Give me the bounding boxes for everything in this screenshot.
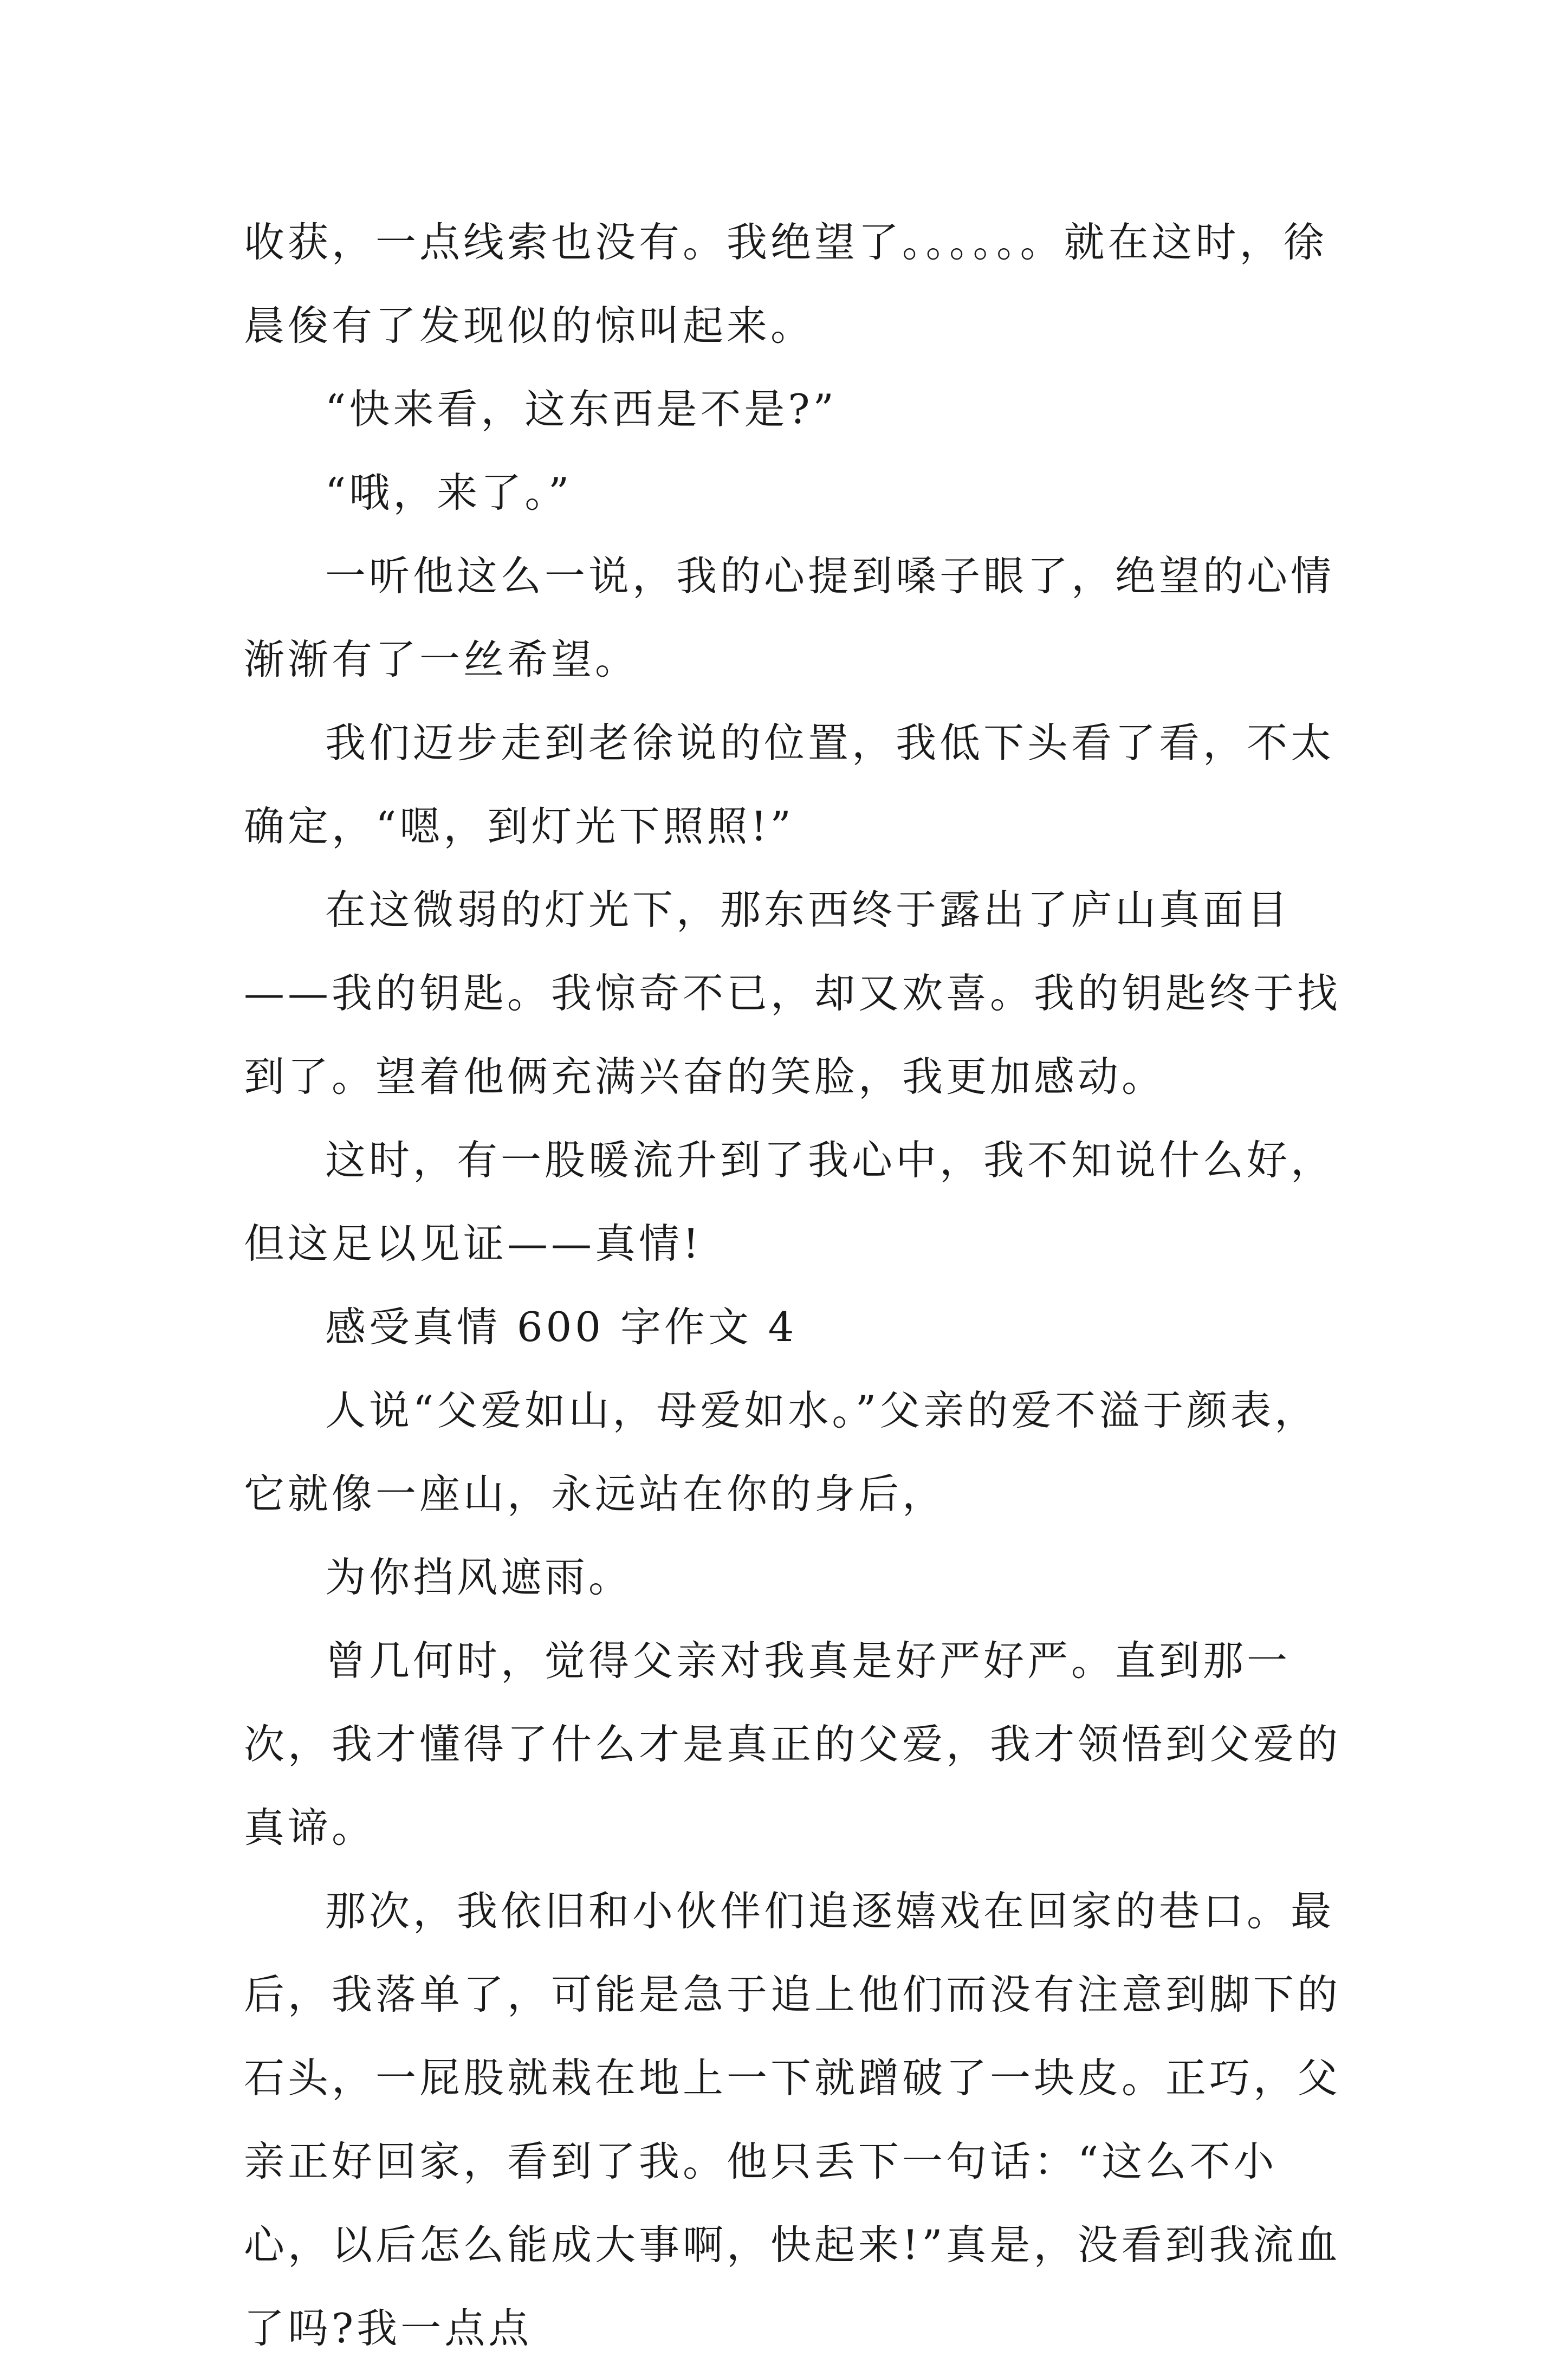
paragraph-10: 曾几何时，觉得父亲对我真是好严好严。直到那一次，我才懂得了什么才是真正的父爱，我才领悟到父爱的真谛。 [244, 1637, 1342, 1851]
section-heading: 感受真情 600 字作文 4 [325, 1303, 798, 1351]
paragraph-3: “哦，来了。” [325, 469, 573, 516]
paragraph-1: 收获，一点线索也没有。我绝望了。。。。。。就在这时，徐晨俊有了发现似的惊叫起来。 [244, 218, 1327, 349]
essay-text [244, 200, 1349, 2370]
paragraph-8: 人说“父爱如山，母爱如水。”父亲的爱不溢于颜表，它就像一座山，永远站在你的身后， [244, 1387, 1319, 1518]
paragraph-9: 为你挡风遮雨。 [325, 1553, 633, 1601]
paragraph-7: 这时，有一股暖流升到了我心中，我不知说什么好，但这足以见证——真情! [244, 1136, 1335, 1267]
paragraph-11: 那次，我依旧和小伙伴们追逐嬉戏在回家的巷口。最后，我落单了，可能是急于追上他们而没有注意到脚下的石头，一屁股就栽在地上一下就蹭破了一块皮。正巧，父亲正好回家，看到了我。他只丢下一句话：“这么不小心，以后怎么能成大事啊，快起来!”真是，没看到我流血了吗?我一点点 [244, 1887, 1342, 2352]
paragraph-6: 在这微弱的灯光下，那东西终于露出了庐山真面目——我的钥匙。我惊奇不已，却又欢喜。我的钥匙终于找到了。望着他俩充满兴奋的笑脸，我更加感动。 [244, 886, 1342, 1100]
paragraph-5: 我们迈步走到老徐说的位置，我低下头看了看，不太确定，“嗯，到灯光下照照!” [244, 719, 1335, 850]
paragraph-4: 一听他这么一说，我的心提到嗓子眼了，绝望的心情渐渐有了一丝希望。 [244, 552, 1335, 683]
paragraph-2: “快来看，这东西是不是?” [325, 385, 837, 433]
